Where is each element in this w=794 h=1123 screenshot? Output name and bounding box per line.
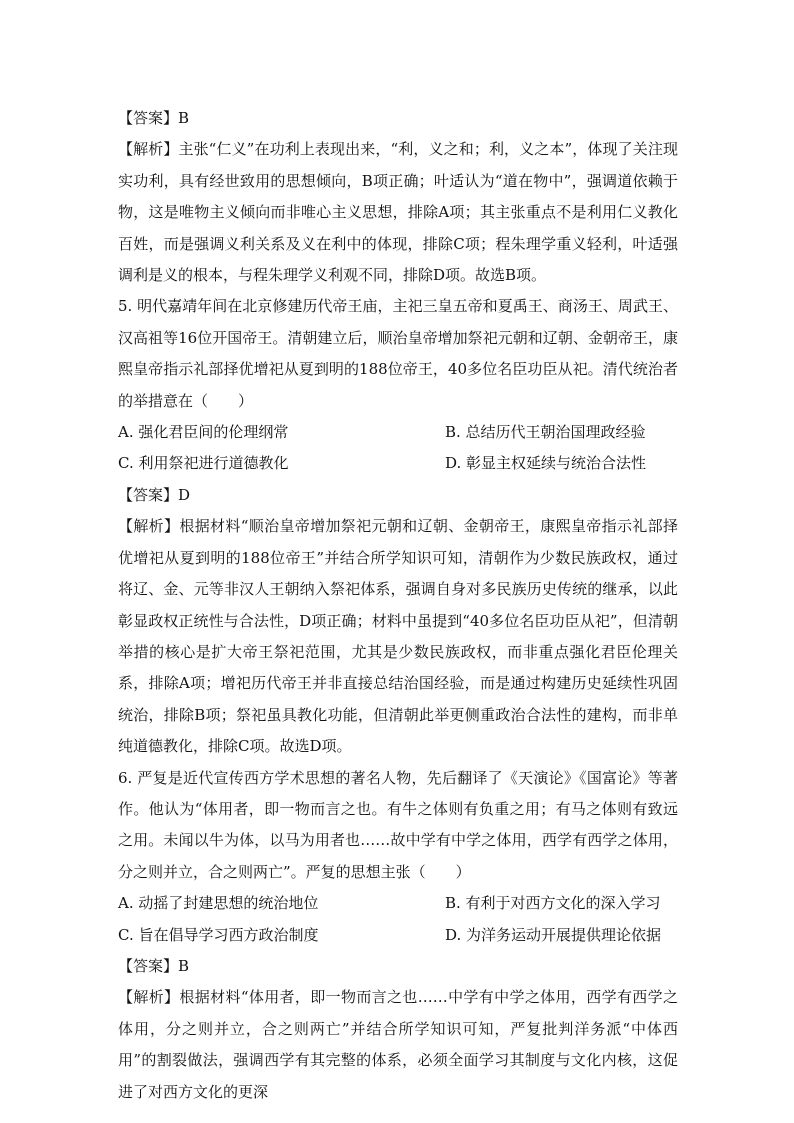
q5-option-d[interactable]: D. 彰显主权延续与统治合法性 — [445, 454, 647, 473]
q5-option-a[interactable]: A. 强化君臣间的伦理纲常 — [118, 423, 289, 442]
q6-options-row-1 — [118, 888, 678, 919]
answer-label: 【答案】 — [118, 109, 179, 127]
analysis-label: 【解析】 — [118, 517, 180, 536]
q6-option-b[interactable]: B. 有利于对西方文化的深入学习 — [445, 894, 661, 913]
q6-stem: 6. 严复是近代宣传西方学术思想的著名人物，先后翻译了《天演论》《国富论》等著作。他认为“体用者，即一物而言之也。有牛之体则有负重之用；有马之体则有致远之用。未闻以牛为体，以马为用者也……故中学有中学之体用，西学有西学之体用，分之则并立，合之则两亡”。严复的思想主张（ ） — [118, 768, 678, 881]
q5-analysis — [118, 511, 678, 762]
q6-options-row-2 — [118, 920, 678, 951]
analysis-label: 【解析】 — [118, 988, 180, 1007]
answer-label: 【答案】 — [118, 485, 179, 504]
q5-options-row-2 — [118, 448, 678, 479]
q6-option-d[interactable]: D. 为洋务运动开展提供理论依据 — [445, 925, 662, 944]
answer-value: D — [178, 485, 191, 504]
q5-answer-line — [118, 480, 678, 511]
q4-analysis — [118, 134, 678, 291]
q5-stem: 5. 明代嘉靖年间在北京修建历代帝王庙，主祀三皇五帝和夏禹王、商汤王、周武王、汉高祖等16位开国帝王。清朝建立后，顺治皇帝增加祭祀元朝和辽朝、金朝帝王，康熙皇帝指示礼部择优增祀从夏到明的188位帝王，40多位名臣功臣从祀。清代统治者的举措意在（ ） — [118, 297, 678, 410]
answer-label: 【答案】 — [118, 956, 179, 975]
q6-option-c[interactable]: C. 旨在倡导学习西方政治制度 — [118, 925, 319, 944]
analysis-text: 主张“仁义”在功利上表现出来，“利，义之和；利，义之本”，体现了关注现实功利，具有经世致用的思想倾向，B项正确；叶适认为“道在物中”，强调道依赖于物，这是唯物主义倾向而非唯心主义思想，排除A项；其主张重点不是利用仁义教化百姓，而是强调义利关系及义在利中的体现，排除C项；程朱理学重义轻利，叶适强调利是义的根本，与程朱理学义利观不同，排除D项。故选B项。 — [118, 140, 678, 285]
q5-option-b[interactable]: B. 总结历代王朝治国理政经验 — [445, 423, 646, 442]
page-content — [118, 103, 678, 1108]
q6-option-a[interactable]: A. 动摇了封建思想的统治地位 — [118, 894, 319, 913]
analysis-text: 根据材料“顺治皇帝增加祭祀元朝和辽朝、金朝帝王，康熙皇帝指示礼部择优增祀从夏到明的188位帝王”并结合所学知识可知，清朝作为少数民族政权，通过将辽、金、元等非汉人王朝纳入祭祀体系，强调自身对多民族历史传统的继承，以此彰显政权正统性与合法性，D项正确；材料中虽提到“40多位名臣功臣从祀”，但清朝举措的核心是扩大帝王祭祀范围，尤其是少数民族政权，而非重点强化君臣伦理关系，排除A项；增祀历代帝王并非直接总结治国经验，而是通过构建历史延续性巩固统治，排除B项；祭祀虽具教化功能，但清朝此举更侧重政治合法性的建构，而非单纯道德教化，排除C项。故选D项。 — [118, 517, 678, 756]
analysis-text: 根据材料“体用者，即一物而言之也……中学有中学之体用，西学有西学之体用，分之则并立，合之则两亡”并结合所学知识可知，严复批判洋务派“中体西用”的割裂做法，强调西学有其完整的体系，必须全面学习其制度与文化内核，这促进了对西方文化的更深 — [118, 988, 678, 1101]
q5-option-c[interactable]: C. 利用祭祀进行道德教化 — [118, 454, 289, 473]
q6-answer-line — [118, 951, 678, 982]
q4-answer-line — [118, 103, 678, 134]
q5-options-row-1 — [118, 417, 678, 448]
q6-analysis — [118, 982, 678, 1108]
analysis-label: 【解析】 — [118, 140, 179, 159]
answer-value: B — [178, 956, 190, 975]
answer-value: B — [178, 109, 190, 127]
